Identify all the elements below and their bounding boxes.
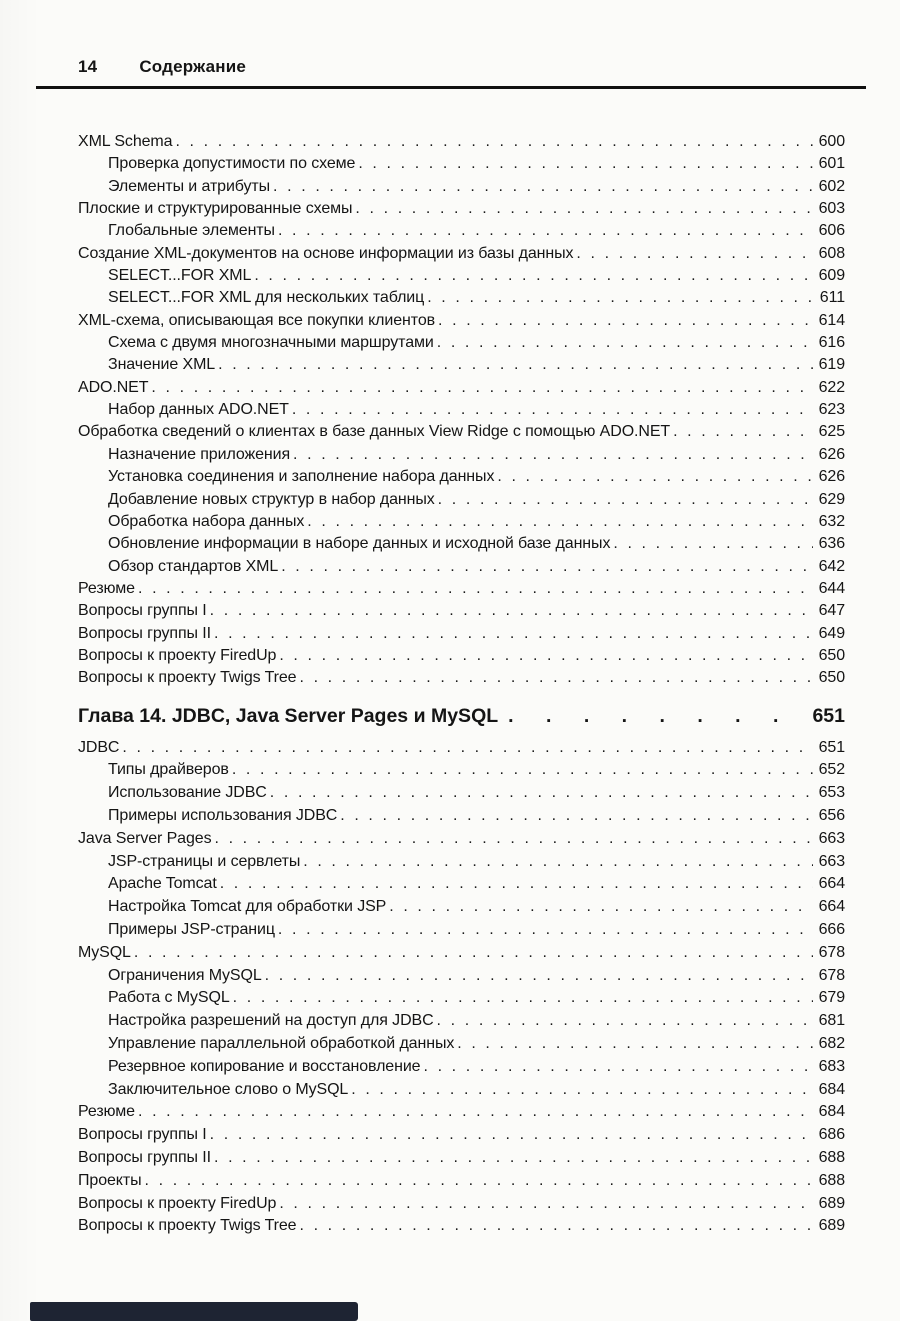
toc-entry-label: Вопросы группы I xyxy=(78,602,207,620)
toc-entry-label: Примеры использования JDBC xyxy=(108,806,338,824)
toc-entry-page-number: 649 xyxy=(818,624,845,642)
toc-entry xyxy=(78,198,845,220)
toc-entry xyxy=(78,942,845,965)
toc-entry xyxy=(78,1010,845,1033)
dot-leader xyxy=(279,1193,812,1216)
toc-entry-page-number: 642 xyxy=(818,557,845,575)
toc-entry-label: Примеры JSP-страниц xyxy=(108,920,275,938)
toc-entry xyxy=(78,421,845,443)
toc-entry xyxy=(78,287,845,309)
toc-entry xyxy=(78,600,845,622)
dot-leader xyxy=(265,965,813,988)
toc-entry-page-number: 644 xyxy=(818,579,845,597)
toc-entry-page-number: 682 xyxy=(818,1034,845,1052)
chapter-heading xyxy=(78,701,845,732)
toc-entry-page-number: 656 xyxy=(818,806,845,824)
toc-entry-label: Управление параллельной обработкой данных xyxy=(108,1034,455,1052)
toc-entry-page-number: 611 xyxy=(819,289,845,307)
toc-entry xyxy=(78,265,845,287)
toc-entry-page-number: 609 xyxy=(818,267,845,285)
dot-leader xyxy=(254,265,812,287)
toc-entry-page-number: 647 xyxy=(818,602,845,620)
toc-entry-label: XML Schema xyxy=(78,133,173,150)
toc-entry-label: Проверка допустимости по схеме xyxy=(108,155,356,173)
toc-entry xyxy=(78,578,845,600)
toc-entry xyxy=(78,828,845,851)
toc-entry-page-number: 650 xyxy=(818,669,845,687)
toc-entry xyxy=(78,243,845,265)
toc-entry-label: Обработка сведений о клиентах в базе данных View Ridge с помощью ADO.NET xyxy=(78,423,671,441)
dot-leader xyxy=(279,645,812,667)
toc-entry-page-number: 684 xyxy=(818,1103,845,1121)
dot-leader xyxy=(351,1079,812,1102)
dot-leader xyxy=(122,737,812,760)
toc-entry-label: SELECT...FOR XML для нескольких таблиц xyxy=(108,289,425,307)
toc-entry-label: Использование JDBC xyxy=(108,784,267,802)
toc-entry xyxy=(78,1101,845,1124)
dot-leader xyxy=(233,987,813,1010)
toc-entry-page-number: 689 xyxy=(818,1217,845,1235)
toc-entry-label: Добавление новых структур в набор данных xyxy=(108,490,435,508)
toc-entry-page-number: 619 xyxy=(818,356,845,374)
toc-entry xyxy=(78,1147,845,1170)
dot-leader xyxy=(508,701,802,732)
toc-entry-page-number: 663 xyxy=(818,852,845,870)
scan-artifact-bar xyxy=(30,1302,358,1321)
toc-entry xyxy=(78,489,845,511)
toc-entry xyxy=(78,1033,845,1056)
toc-entry xyxy=(78,556,845,578)
dot-leader xyxy=(214,828,812,851)
running-header xyxy=(78,57,246,77)
dot-leader xyxy=(355,198,812,220)
toc-entry-label: Набор данных ADO.NET xyxy=(108,401,289,419)
dot-leader xyxy=(134,942,813,965)
toc-entry xyxy=(78,965,845,988)
toc-entry xyxy=(78,332,845,354)
toc-entry xyxy=(78,1215,845,1238)
toc-entry xyxy=(78,896,845,919)
toc-entry-label: Схема с двумя многозначными маршрутами xyxy=(108,334,434,352)
dot-leader xyxy=(218,354,812,376)
toc-entry-label: XML-схема, описывающая все покупки клиентов xyxy=(78,311,436,329)
dot-leader xyxy=(340,805,812,828)
dot-leader xyxy=(214,1147,813,1170)
toc-entry xyxy=(78,310,845,332)
chapter-heading-label: Глава 14. JDBC, Java Server Pages и MySQL xyxy=(78,704,499,727)
toc-entry-label: Глобальные элементы xyxy=(108,222,275,240)
toc-entry xyxy=(78,354,845,376)
dot-leader xyxy=(423,1056,812,1079)
toc-entry-label: Резервное копирование и восстановление xyxy=(108,1057,421,1075)
toc-entry-page-number: 681 xyxy=(818,1012,845,1030)
toc-entry-page-number: 629 xyxy=(818,490,845,508)
toc-entry-page-number: 636 xyxy=(818,535,845,553)
toc-entry-label: Резюме xyxy=(78,1103,135,1121)
toc-entry-label: Вопросы к проекту FiredUp xyxy=(78,646,277,664)
toc-entry xyxy=(78,851,845,874)
toc-entry-page-number: 625 xyxy=(818,423,845,441)
dot-leader xyxy=(210,1124,813,1147)
toc-entry-label: Java Server Pages xyxy=(78,829,212,847)
toc-entry xyxy=(78,1124,845,1147)
toc-entry-label: Вопросы к проекту Twigs Tree xyxy=(78,1217,297,1235)
header-rule xyxy=(36,86,866,89)
toc-entry-label: Установка соединения и заполнение набора данных xyxy=(108,468,495,486)
dot-leader xyxy=(273,176,813,198)
toc-entry-page-number: 616 xyxy=(818,334,845,352)
toc-entry-label: Плоские и структурированные схемы xyxy=(78,200,353,218)
toc-entry xyxy=(78,377,845,399)
toc-block-chapter-14 xyxy=(78,737,845,1239)
toc-entry-label: Проекты xyxy=(78,1171,142,1189)
toc-entry-label: Обзор стандартов XML xyxy=(108,557,279,575)
toc-entry-page-number: 626 xyxy=(818,468,845,486)
dot-leader xyxy=(497,466,812,488)
toc-entry-label: Настройка разрешений на доступ для JDBC xyxy=(108,1012,434,1030)
toc-entry-page-number: 602 xyxy=(818,177,845,195)
table-of-contents xyxy=(78,131,845,1238)
dot-leader xyxy=(303,851,812,874)
toc-entry xyxy=(78,782,845,805)
toc-entry-label: Заключительное слово о MySQL xyxy=(108,1080,349,1098)
toc-entry xyxy=(78,1056,845,1079)
toc-entry-label: Ограничения MySQL xyxy=(108,966,262,984)
toc-entry xyxy=(78,399,845,421)
toc-entry xyxy=(78,153,845,175)
toc-entry-label: Apache Tomcat xyxy=(108,875,217,893)
toc-entry xyxy=(78,667,845,689)
dot-leader xyxy=(270,782,813,805)
toc-entry-label: Элементы и атрибуты xyxy=(108,177,271,195)
toc-entry-label: Типы драйверов xyxy=(108,761,229,779)
toc-entry-label: JDBC xyxy=(78,738,120,756)
toc-entry-page-number: 601 xyxy=(818,155,845,173)
dot-leader xyxy=(438,489,813,511)
toc-entry-page-number: 600 xyxy=(818,133,845,150)
toc-entry-label: Назначение приложения xyxy=(108,445,291,463)
dot-leader xyxy=(138,578,813,600)
toc-entry-label: Вопросы группы I xyxy=(78,1126,207,1144)
toc-entry-page-number: 678 xyxy=(818,966,845,984)
toc-entry-label: Резюме xyxy=(78,579,135,597)
toc-entry-page-number: 666 xyxy=(818,920,845,938)
dot-leader xyxy=(232,759,813,782)
dot-leader xyxy=(673,421,813,443)
dot-leader xyxy=(151,377,812,399)
toc-entry-label: ADO.NET xyxy=(78,378,149,396)
toc-entry-label: Настройка Tomcat для обработки JSP xyxy=(108,898,387,916)
dot-leader xyxy=(457,1033,812,1056)
toc-entry-page-number: 664 xyxy=(818,875,845,893)
toc-entry-page-number: 614 xyxy=(818,311,845,329)
dot-leader xyxy=(292,399,813,421)
running-title: Содержание xyxy=(139,57,247,76)
toc-entry-label: Вопросы группы II xyxy=(78,1148,211,1166)
toc-entry-page-number: 684 xyxy=(818,1080,845,1098)
toc-entry xyxy=(78,176,845,198)
toc-entry xyxy=(78,131,845,153)
dot-leader xyxy=(281,556,812,578)
dot-leader xyxy=(427,287,814,309)
toc-entry-page-number: 664 xyxy=(818,898,845,916)
toc-entry-page-number: 606 xyxy=(818,222,845,240)
toc-entry xyxy=(78,737,845,760)
toc-entry xyxy=(78,1170,845,1193)
toc-entry-page-number: 626 xyxy=(818,445,845,463)
toc-entry xyxy=(78,759,845,782)
toc-entry-page-number: 652 xyxy=(818,761,845,779)
toc-entry-page-number: 608 xyxy=(818,244,845,262)
dot-leader xyxy=(145,1170,813,1193)
toc-entry xyxy=(78,1079,845,1102)
toc-entry xyxy=(78,1193,845,1216)
running-page-number: 14 xyxy=(78,57,98,76)
dot-leader xyxy=(576,243,812,265)
dot-leader xyxy=(438,310,813,332)
dot-leader xyxy=(278,919,813,942)
toc-entry-label: MySQL xyxy=(78,943,131,961)
toc-entry-page-number: 623 xyxy=(818,401,845,419)
toc-entry-page-number: 663 xyxy=(818,829,845,847)
dot-leader xyxy=(175,131,812,153)
toc-entry-page-number: 686 xyxy=(818,1126,845,1144)
toc-entry xyxy=(78,511,845,533)
toc-entry-page-number: 679 xyxy=(818,989,845,1007)
toc-entry-label: Значение XML xyxy=(108,356,216,374)
toc-entry-page-number: 683 xyxy=(818,1057,845,1075)
dot-leader xyxy=(278,220,813,242)
toc-entry-page-number: 650 xyxy=(818,646,845,664)
dot-leader xyxy=(214,623,813,645)
toc-entry-page-number: 653 xyxy=(818,784,845,802)
dot-leader xyxy=(613,533,812,555)
toc-entry-label: Вопросы к проекту Twigs Tree xyxy=(78,669,297,687)
toc-entry-page-number: 688 xyxy=(818,1148,845,1166)
dot-leader xyxy=(299,1215,812,1238)
toc-entry xyxy=(78,805,845,828)
dot-leader xyxy=(358,153,812,175)
toc-entry xyxy=(78,623,845,645)
dot-leader xyxy=(220,873,813,896)
toc-entry xyxy=(78,220,845,242)
dot-leader xyxy=(210,600,813,622)
toc-entry-label: Обновление информации в наборе данных и исходной базе данных xyxy=(108,535,611,553)
dot-leader xyxy=(299,667,812,689)
toc-entry xyxy=(78,466,845,488)
toc-entry xyxy=(78,533,845,555)
dot-leader xyxy=(437,1010,813,1033)
toc-entry-label: JSP-страницы и сервлеты xyxy=(108,852,301,870)
toc-entry xyxy=(78,645,845,667)
toc-entry-label: Работа с MySQL xyxy=(108,989,230,1007)
chapter-heading-page-number: 651 xyxy=(812,704,845,727)
toc-block-chapter-13-end xyxy=(78,131,845,690)
dot-leader xyxy=(307,511,812,533)
toc-entry xyxy=(78,444,845,466)
dot-leader xyxy=(437,332,813,354)
toc-entry-page-number: 603 xyxy=(818,200,845,218)
toc-entry-page-number: 689 xyxy=(818,1194,845,1212)
toc-entry xyxy=(78,987,845,1010)
toc-entry-label: Вопросы группы II xyxy=(78,624,211,642)
toc-entry-label: Создание XML-документов на основе информации из базы данных xyxy=(78,244,574,262)
toc-entry-page-number: 651 xyxy=(818,738,845,756)
toc-entry xyxy=(78,873,845,896)
dot-leader xyxy=(138,1101,813,1124)
toc-entry-page-number: 688 xyxy=(818,1171,845,1189)
toc-entry-label: Вопросы к проекту FiredUp xyxy=(78,1194,277,1212)
dot-leader xyxy=(293,444,813,466)
toc-entry-page-number: 622 xyxy=(818,378,845,396)
toc-entry-label: Обработка набора данных xyxy=(108,512,305,530)
toc-entry-page-number: 678 xyxy=(818,943,845,961)
toc-entry xyxy=(78,919,845,942)
toc-entry-page-number: 632 xyxy=(818,512,845,530)
toc-entry-label: SELECT...FOR XML xyxy=(108,267,252,285)
dot-leader xyxy=(389,896,812,919)
